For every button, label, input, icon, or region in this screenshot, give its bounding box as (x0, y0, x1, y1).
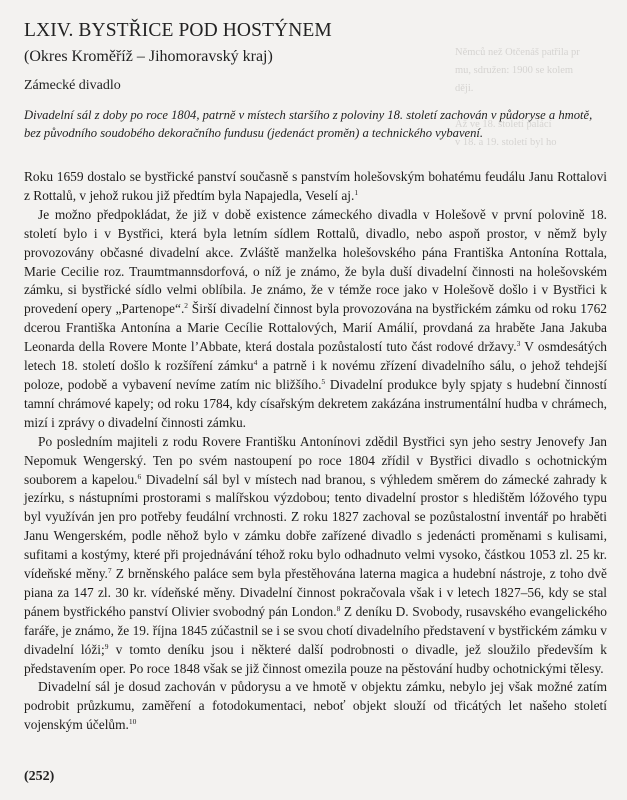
bleed-line: mu, sdružen: 1900 se kolem (455, 65, 574, 76)
footnote-ref: 10 (128, 717, 137, 727)
footnote-ref: 2 (184, 301, 189, 311)
page-number: (252) (24, 769, 55, 784)
footnote-ref: 7 (107, 566, 112, 576)
footnote-ref: 1 (354, 187, 359, 197)
footnote-ref: 6 (137, 471, 142, 481)
footnote-ref: 4 (253, 358, 258, 368)
footnote-ref: 3 (516, 339, 521, 349)
bleed-line: v 18. a 19. století byl ho (455, 137, 557, 148)
abstract-italic: Divadelní sál z doby po roce 1804, patrně v místech staršího z poloviny 18. století zachován v půdoryse a hmotě, bez původního soudobého dekoračního fundusu (jedenáct proměn) a technického vybavení. (24, 108, 593, 140)
bleed-line (455, 26, 627, 44)
bleed-line: Němců než Otčenáš patřila pr (455, 47, 580, 58)
bleed-line: Až ve 18. století palácí (455, 119, 552, 130)
body-text (24, 168, 607, 735)
chapter-subtitle: (Okres Kroměříž – Jihomoravský kraj) (24, 48, 273, 65)
footnote-ref: 8 (336, 603, 341, 613)
body-paragraph: Roku 1659 dostalo se bystřické panství současně s panstvím holešovským bohatému feudálu Janu Rottalovi z Rottalů, v jehož rukou již předtím byla Napajedla, Veselí aj.$^1$ (24, 169, 607, 203)
bleed-line (455, 8, 627, 26)
body-paragraph: Po posledním majiteli z rodu Rovere Františku Antonínovi zdědil Bystřici syn jeho sestry Jenovefy Jan Nepomuk Wengerský. Ten po svém nastoupení po roce 1804 zřídil v Bystřici divadlo s ochotnickým souborem a kapelou.$^6$ Divadelní sál byl v místech nad branou, s výhledem směrem do zámecké zahrady k jezírku, s nástupními prostorami s malířskou výzdobou; tento divadelní prostor s hledištěm lóžového typu byl využíván jen pro potřeby feudální vrchnosti. Z roku 1827 zachoval se pozůstalostní inventář po hraběti Janu Wengerském, podle něhož bylo v zámku dobře zařízené divadlo s jedenácti proměnami s kulisami, sufitami a kostýmy, které při projednávání téhož roku bylo odhadnuto velmi vysoko, částkou 1053 zl. 25 kr. vídeňské měny.$^7$ Z brněnského paláce sem byla přestěhována laterna magica a hudební nástroje, z toho dvě piana za 147 zl. 30 kr. vídeňské měny. Divadelní činnost pokračovala však i v letech 1827–56, kdy se stal pánem bystřického panství Olivier svobodný pán London.$^8$ Z deníku D. Svobody, rusavského evangelického faráře, je známo, že 19. října 1845 zúčastnil se i se svou chotí divadelního představení v bystřickém zámku v divadelní lóži;$^9$ v tomto deníku jsou i některé další podrobnosti o divadle, jež sloužilo především k představením oper. Po roce 1848 však se již činnost omezila pouze na pěstování hudby ochotnickými tělesy. (24, 433, 607, 676)
footnote-ref: 5 (321, 376, 326, 386)
body-paragraph: Divadelní sál je dosud zachován v půdorysu a ve hmotě v objektu zámku, nebylo jej však možné zatím podrobit průzkumu, zaměření a fotodokumentaci, neboť objekt slouží od třicátých let našeho století vojenským účelům.$^{10}$ (24, 679, 607, 733)
body-paragraph: Je možno předpokládat, že již v době existence zámeckého divadla v Holešově v první polovině 18. století bylo i v Bystřici, která byla letním sídlem Rottalů, divadlo, nebo aspoň prostor, v němž byly provozovány občasné divadelní akce. Zvláště manželka holešovského pána Františka Antonína Rottala, Marie Cecilie roz. Traumtmannsdorfová, o níž je známo, že byla duší divadelní činnosti na holešovském zámku, si bystřické sídlo velmi oblíbila. Je známo, že v témže roce jako v Holešově došlo i v Bystřici k provedení opery „Partenope“.$^2$ Širší divadelní činnost byla provozována na bystřickém zámku od roku 1762 dcerou Františka Antonína a Marie Cecílie Rottalových, Marií Amálií, provdaná za hraběte Jana Jakuba Leonarda della Rovere Monte l’Abbate, která dostala pozůstalostí tuto část rodové državy.$^3$ V osmdesátých letech 18. století došlo k rozšíření zámku$^4$ a patrně i k novému zřízení divadelního sálu, o jehož tehdejší poloze, podobě a vybavení nevíme zatím nic bližšího.$^5$ Divadelní produkce byly spjaty s hudební činností tamní chrámové kapely; od roku 1784, kdy císařským dekretem zakázána instrumentální hudba v chrámech, mizí i zprávy o divadelní činnosti zámku. (24, 206, 608, 430)
section-heading: Zámecké divadlo (24, 78, 121, 93)
chapter-title: LXIV. BYSTŘICE POD HOSTÝNEM (24, 20, 332, 41)
footnote-ref: 9 (104, 641, 109, 651)
bleed-line: ději. (455, 83, 474, 94)
